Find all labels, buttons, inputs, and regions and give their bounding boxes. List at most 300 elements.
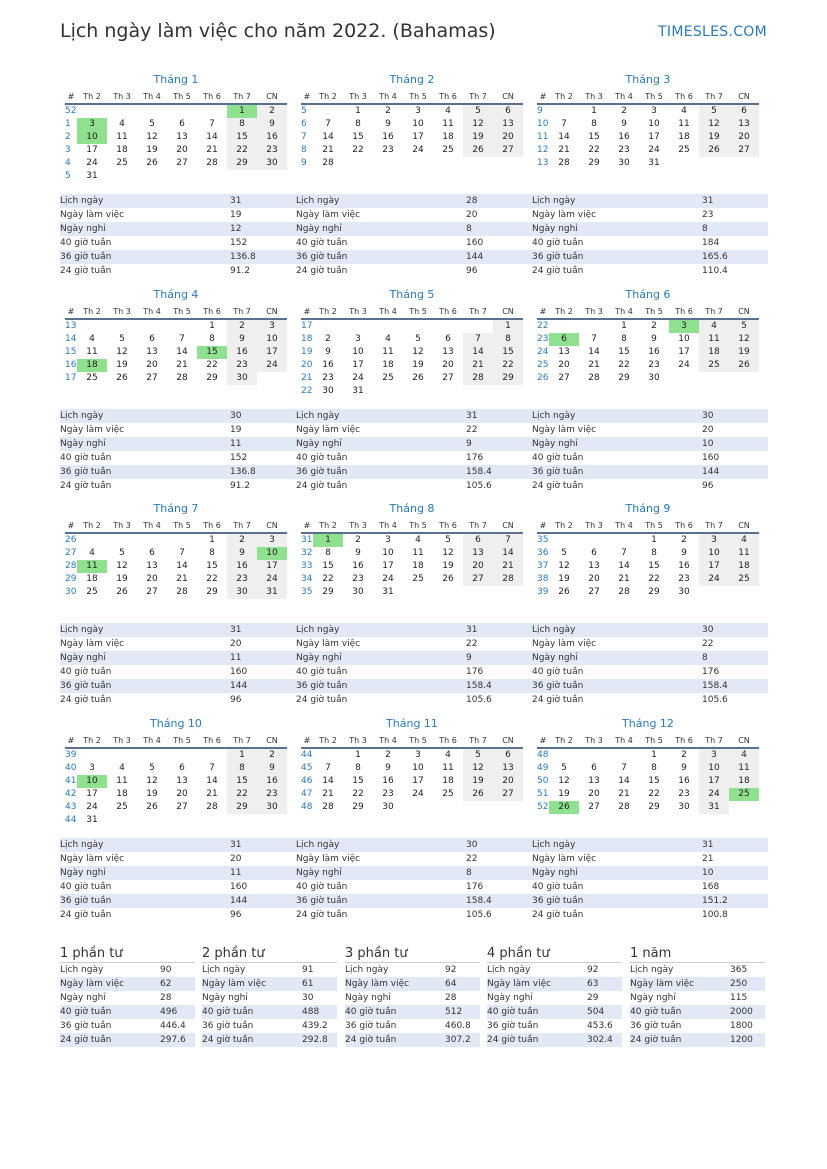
- day-cell[interactable]: 1: [209, 535, 215, 545]
- day-cell[interactable]: 9: [681, 548, 687, 558]
- day-cell[interactable]: 23: [382, 789, 394, 799]
- day-cell[interactable]: 22: [206, 360, 218, 370]
- day-cell[interactable]: 25: [116, 802, 128, 812]
- day-cell[interactable]: 2: [227, 320, 257, 333]
- day-cell[interactable]: 20: [176, 789, 188, 799]
- day-cell[interactable]: 21: [558, 145, 570, 155]
- day-cell[interactable]: 13: [176, 132, 188, 142]
- day-cell[interactable]: 30: [352, 587, 364, 597]
- day-cell[interactable]: 19: [116, 360, 128, 370]
- day-cell[interactable]: 19: [146, 789, 158, 799]
- day-cell[interactable]: 19: [558, 574, 570, 584]
- day-cell[interactable]: 28: [618, 802, 630, 812]
- day-cell[interactable]: 14: [206, 132, 218, 142]
- day-cell[interactable]: 5: [561, 548, 567, 558]
- day-cell[interactable]: 28: [322, 802, 334, 812]
- day-cell[interactable]: 8: [621, 334, 627, 344]
- day-cell[interactable]: 8: [355, 119, 361, 129]
- day-cell[interactable]: 9: [621, 119, 627, 129]
- day-cell[interactable]: 1: [651, 750, 657, 760]
- day-cell[interactable]: 29: [648, 802, 660, 812]
- day-cell[interactable]: 17: [412, 132, 424, 142]
- day-cell[interactable]: 22: [618, 360, 630, 370]
- day-cell[interactable]: 18: [699, 346, 729, 359]
- day-cell[interactable]: 12: [463, 762, 493, 775]
- day-cell[interactable]: 15: [648, 776, 660, 786]
- day-cell[interactable]: 23: [678, 789, 690, 799]
- day-cell[interactable]: 29: [618, 373, 630, 383]
- day-cell[interactable]: 9: [227, 547, 257, 560]
- day-cell[interactable]: 5: [729, 320, 759, 333]
- day-cell[interactable]: 13: [176, 776, 188, 786]
- day-cell[interactable]: 18: [442, 776, 454, 786]
- day-cell[interactable]: 14: [493, 547, 523, 560]
- day-cell[interactable]: 26: [116, 373, 128, 383]
- day-cell[interactable]: 22: [227, 144, 257, 157]
- day-cell[interactable]: 5: [561, 763, 567, 773]
- day-cell[interactable]: 1: [493, 320, 523, 333]
- day-cell[interactable]: 11: [699, 333, 729, 346]
- day-cell[interactable]: 26: [549, 801, 579, 814]
- day-cell[interactable]: 4: [729, 534, 759, 547]
- day-cell[interactable]: 31: [86, 171, 98, 181]
- day-cell[interactable]: 18: [116, 145, 128, 155]
- day-cell[interactable]: 4: [119, 763, 125, 773]
- day-cell[interactable]: 11: [382, 347, 394, 357]
- day-cell[interactable]: 20: [463, 560, 493, 573]
- day-cell[interactable]: 14: [588, 347, 600, 357]
- day-cell[interactable]: 16: [227, 346, 257, 359]
- day-cell[interactable]: 26: [412, 373, 424, 383]
- day-cell[interactable]: 21: [618, 789, 630, 799]
- day-cell[interactable]: 27: [146, 587, 158, 597]
- day-cell[interactable]: 6: [493, 749, 523, 762]
- day-cell[interactable]: 15: [197, 346, 227, 359]
- day-cell[interactable]: 17: [648, 132, 660, 142]
- day-cell[interactable]: 3: [385, 535, 391, 545]
- day-cell[interactable]: 7: [621, 548, 627, 558]
- day-cell[interactable]: 19: [146, 145, 158, 155]
- day-cell[interactable]: 29: [322, 587, 334, 597]
- day-cell[interactable]: 25: [86, 587, 98, 597]
- day-cell[interactable]: 5: [149, 763, 155, 773]
- day-cell[interactable]: 12: [116, 347, 128, 357]
- day-cell[interactable]: 25: [729, 573, 759, 586]
- day-cell[interactable]: 4: [445, 106, 451, 116]
- day-cell[interactable]: 14: [618, 561, 630, 571]
- day-cell[interactable]: 1: [651, 535, 657, 545]
- day-cell[interactable]: 15: [352, 776, 364, 786]
- day-cell[interactable]: 24: [86, 158, 98, 168]
- day-cell[interactable]: 1: [355, 750, 361, 760]
- day-cell[interactable]: 14: [322, 776, 334, 786]
- day-cell[interactable]: 9: [355, 548, 361, 558]
- day-cell[interactable]: 18: [442, 132, 454, 142]
- day-cell[interactable]: 7: [591, 334, 597, 344]
- day-cell[interactable]: 6: [463, 534, 493, 547]
- day-cell[interactable]: 18: [116, 789, 128, 799]
- day-cell[interactable]: 20: [146, 574, 158, 584]
- day-cell[interactable]: 1: [227, 749, 257, 762]
- day-cell[interactable]: 30: [227, 586, 257, 599]
- day-cell[interactable]: 25: [116, 158, 128, 168]
- day-cell[interactable]: 25: [86, 373, 98, 383]
- day-cell[interactable]: 5: [445, 535, 451, 545]
- day-cell[interactable]: 4: [415, 535, 421, 545]
- day-cell[interactable]: 30: [257, 801, 287, 814]
- day-cell[interactable]: 17: [257, 346, 287, 359]
- day-cell[interactable]: 3: [699, 749, 729, 762]
- day-cell[interactable]: 2: [355, 535, 361, 545]
- day-cell[interactable]: 17: [699, 560, 729, 573]
- day-cell[interactable]: 27: [176, 158, 188, 168]
- day-cell[interactable]: 10: [257, 547, 287, 560]
- day-cell[interactable]: 3: [415, 106, 421, 116]
- day-cell[interactable]: 17: [86, 789, 98, 799]
- day-cell[interactable]: 6: [549, 333, 579, 346]
- day-cell[interactable]: 21: [322, 145, 334, 155]
- day-cell[interactable]: 18: [77, 359, 107, 372]
- day-cell[interactable]: 2: [385, 106, 391, 116]
- day-cell[interactable]: 22: [648, 574, 660, 584]
- day-cell[interactable]: 9: [681, 763, 687, 773]
- day-cell[interactable]: 23: [648, 360, 660, 370]
- day-cell[interactable]: 18: [412, 561, 424, 571]
- day-cell[interactable]: 3: [669, 320, 699, 333]
- day-cell[interactable]: 30: [678, 587, 690, 597]
- day-cell[interactable]: 26: [699, 144, 729, 157]
- day-cell[interactable]: 30: [227, 372, 257, 385]
- day-cell[interactable]: 24: [352, 373, 364, 383]
- day-cell[interactable]: 30: [648, 373, 660, 383]
- day-cell[interactable]: 31: [382, 587, 394, 597]
- day-cell[interactable]: 28: [493, 573, 523, 586]
- day-cell[interactable]: 7: [209, 119, 215, 129]
- day-cell[interactable]: 26: [558, 587, 570, 597]
- day-cell[interactable]: 3: [651, 106, 657, 116]
- day-cell[interactable]: 30: [382, 802, 394, 812]
- day-cell[interactable]: 2: [227, 534, 257, 547]
- day-cell[interactable]: 21: [176, 360, 188, 370]
- day-cell[interactable]: 23: [227, 573, 257, 586]
- day-cell[interactable]: 22: [352, 145, 364, 155]
- day-cell[interactable]: 16: [322, 360, 334, 370]
- day-cell[interactable]: 17: [678, 347, 690, 357]
- day-cell[interactable]: 23: [352, 574, 364, 584]
- day-cell[interactable]: 14: [463, 346, 493, 359]
- day-cell[interactable]: 21: [618, 574, 630, 584]
- day-cell[interactable]: 4: [681, 106, 687, 116]
- day-cell[interactable]: 24: [412, 789, 424, 799]
- day-cell[interactable]: 11: [678, 119, 690, 129]
- day-cell[interactable]: 10: [648, 119, 660, 129]
- day-cell[interactable]: 2: [385, 750, 391, 760]
- day-cell[interactable]: 9: [227, 333, 257, 346]
- day-cell[interactable]: 22: [227, 788, 257, 801]
- day-cell[interactable]: 20: [493, 131, 523, 144]
- day-cell[interactable]: 7: [325, 763, 331, 773]
- day-cell[interactable]: 9: [385, 119, 391, 129]
- day-cell[interactable]: 27: [558, 373, 570, 383]
- day-cell[interactable]: 27: [729, 144, 759, 157]
- day-cell[interactable]: 12: [729, 333, 759, 346]
- day-cell[interactable]: 28: [206, 802, 218, 812]
- day-cell[interactable]: 10: [699, 762, 729, 775]
- day-cell[interactable]: 27: [146, 373, 158, 383]
- day-cell[interactable]: 3: [89, 763, 95, 773]
- day-cell[interactable]: 13: [442, 347, 454, 357]
- day-cell[interactable]: 19: [463, 131, 493, 144]
- day-cell[interactable]: 11: [442, 763, 454, 773]
- day-cell[interactable]: 16: [227, 560, 257, 573]
- day-cell[interactable]: 14: [176, 561, 188, 571]
- day-cell[interactable]: 13: [588, 776, 600, 786]
- day-cell[interactable]: 14: [176, 347, 188, 357]
- day-cell[interactable]: 7: [325, 119, 331, 129]
- day-cell[interactable]: 24: [86, 802, 98, 812]
- day-cell[interactable]: 1: [621, 321, 627, 331]
- day-cell[interactable]: 28: [322, 158, 334, 168]
- day-cell[interactable]: 16: [678, 776, 690, 786]
- day-cell[interactable]: 13: [729, 118, 759, 131]
- day-cell[interactable]: 28: [463, 372, 493, 385]
- day-cell[interactable]: 29: [493, 372, 523, 385]
- day-cell[interactable]: 10: [257, 333, 287, 346]
- day-cell[interactable]: 3: [699, 534, 729, 547]
- day-cell[interactable]: 7: [463, 333, 493, 346]
- day-cell[interactable]: 4: [729, 749, 759, 762]
- day-cell[interactable]: 3: [355, 334, 361, 344]
- day-cell[interactable]: 26: [442, 574, 454, 584]
- day-cell[interactable]: 1: [227, 105, 257, 118]
- day-cell[interactable]: 18: [729, 775, 759, 788]
- day-cell[interactable]: 20: [588, 574, 600, 584]
- day-cell[interactable]: 25: [382, 373, 394, 383]
- day-cell[interactable]: 26: [116, 587, 128, 597]
- day-cell[interactable]: 29: [648, 587, 660, 597]
- day-cell[interactable]: 12: [412, 347, 424, 357]
- day-cell[interactable]: 11: [729, 762, 759, 775]
- day-cell[interactable]: 10: [77, 131, 107, 144]
- day-cell[interactable]: 13: [463, 547, 493, 560]
- day-cell[interactable]: 13: [558, 347, 570, 357]
- day-cell[interactable]: 6: [493, 105, 523, 118]
- day-cell[interactable]: 9: [651, 334, 657, 344]
- day-cell[interactable]: 21: [493, 560, 523, 573]
- day-cell[interactable]: 27: [176, 802, 188, 812]
- day-cell[interactable]: 15: [227, 775, 257, 788]
- day-cell[interactable]: 8: [591, 119, 597, 129]
- day-cell[interactable]: 11: [116, 132, 128, 142]
- day-cell[interactable]: 2: [621, 106, 627, 116]
- day-cell[interactable]: 20: [442, 360, 454, 370]
- day-cell[interactable]: 1: [313, 534, 343, 547]
- day-cell[interactable]: 5: [149, 119, 155, 129]
- day-cell[interactable]: 17: [382, 561, 394, 571]
- day-cell[interactable]: 24: [699, 573, 729, 586]
- day-cell[interactable]: 26: [729, 359, 759, 372]
- day-cell[interactable]: 21: [206, 145, 218, 155]
- day-cell[interactable]: 9: [257, 762, 287, 775]
- day-cell[interactable]: 29: [206, 587, 218, 597]
- day-cell[interactable]: 22: [352, 789, 364, 799]
- day-cell[interactable]: 5: [119, 334, 125, 344]
- day-cell[interactable]: 18: [678, 132, 690, 142]
- day-cell[interactable]: 23: [678, 574, 690, 584]
- day-cell[interactable]: 30: [678, 802, 690, 812]
- day-cell[interactable]: 13: [493, 762, 523, 775]
- day-cell[interactable]: 31: [86, 815, 98, 825]
- day-cell[interactable]: 23: [382, 145, 394, 155]
- day-cell[interactable]: 11: [86, 347, 98, 357]
- day-cell[interactable]: 5: [119, 548, 125, 558]
- day-cell[interactable]: 23: [618, 145, 630, 155]
- day-cell[interactable]: 29: [206, 373, 218, 383]
- day-cell[interactable]: 31: [699, 801, 729, 814]
- day-cell[interactable]: 11: [77, 560, 107, 573]
- day-cell[interactable]: 23: [257, 788, 287, 801]
- day-cell[interactable]: 29: [227, 801, 257, 814]
- day-cell[interactable]: 28: [176, 587, 188, 597]
- day-cell[interactable]: 9: [385, 763, 391, 773]
- day-cell[interactable]: 15: [588, 132, 600, 142]
- day-cell[interactable]: 17: [699, 775, 729, 788]
- day-cell[interactable]: 12: [699, 118, 729, 131]
- day-cell[interactable]: 2: [681, 535, 687, 545]
- day-cell[interactable]: 26: [146, 158, 158, 168]
- day-cell[interactable]: 1: [591, 106, 597, 116]
- day-cell[interactable]: 12: [463, 118, 493, 131]
- day-cell[interactable]: 10: [77, 775, 107, 788]
- day-cell[interactable]: 12: [558, 776, 570, 786]
- day-cell[interactable]: 18: [86, 574, 98, 584]
- day-cell[interactable]: 21: [176, 574, 188, 584]
- day-cell[interactable]: 6: [149, 334, 155, 344]
- day-cell[interactable]: 24: [257, 573, 287, 586]
- day-cell[interactable]: 16: [382, 776, 394, 786]
- day-cell[interactable]: 30: [322, 386, 334, 396]
- day-cell[interactable]: 22: [648, 789, 660, 799]
- day-cell[interactable]: 16: [382, 132, 394, 142]
- day-cell[interactable]: 6: [729, 105, 759, 118]
- day-cell[interactable]: 13: [146, 561, 158, 571]
- day-cell[interactable]: 31: [352, 386, 364, 396]
- day-cell[interactable]: 6: [591, 763, 597, 773]
- day-cell[interactable]: 7: [179, 548, 185, 558]
- day-cell[interactable]: 6: [445, 334, 451, 344]
- day-cell[interactable]: 15: [493, 346, 523, 359]
- day-cell[interactable]: 11: [412, 548, 424, 558]
- day-cell[interactable]: 8: [209, 548, 215, 558]
- day-cell[interactable]: 5: [463, 105, 493, 118]
- day-cell[interactable]: 3: [257, 320, 287, 333]
- day-cell[interactable]: 8: [325, 548, 331, 558]
- day-cell[interactable]: 29: [227, 157, 257, 170]
- day-cell[interactable]: 10: [382, 548, 394, 558]
- day-cell[interactable]: 8: [651, 548, 657, 558]
- day-cell[interactable]: 7: [561, 119, 567, 129]
- day-cell[interactable]: 11: [442, 119, 454, 129]
- day-cell[interactable]: 15: [352, 132, 364, 142]
- day-cell[interactable]: 4: [445, 750, 451, 760]
- day-cell[interactable]: 14: [206, 776, 218, 786]
- day-cell[interactable]: 20: [588, 789, 600, 799]
- day-cell[interactable]: 31: [648, 158, 660, 168]
- day-cell[interactable]: 11: [116, 776, 128, 786]
- day-cell[interactable]: 25: [412, 574, 424, 584]
- day-cell[interactable]: 16: [352, 561, 364, 571]
- day-cell[interactable]: 30: [618, 158, 630, 168]
- day-cell[interactable]: 28: [618, 587, 630, 597]
- day-cell[interactable]: 26: [463, 144, 493, 157]
- day-cell[interactable]: 24: [257, 359, 287, 372]
- day-cell[interactable]: 29: [352, 802, 364, 812]
- day-cell[interactable]: 2: [325, 334, 331, 344]
- day-cell[interactable]: 12: [146, 776, 158, 786]
- day-cell[interactable]: 10: [678, 334, 690, 344]
- day-cell[interactable]: 13: [493, 118, 523, 131]
- day-cell[interactable]: 22: [588, 145, 600, 155]
- day-cell[interactable]: 4: [89, 334, 95, 344]
- day-cell[interactable]: 8: [209, 334, 215, 344]
- day-cell[interactable]: 18: [729, 560, 759, 573]
- day-cell[interactable]: 25: [678, 145, 690, 155]
- day-cell[interactable]: 24: [412, 145, 424, 155]
- day-cell[interactable]: 4: [699, 320, 729, 333]
- day-cell[interactable]: 5: [463, 749, 493, 762]
- day-cell[interactable]: 14: [618, 776, 630, 786]
- day-cell[interactable]: 15: [648, 561, 660, 571]
- day-cell[interactable]: 4: [119, 119, 125, 129]
- day-cell[interactable]: 22: [206, 574, 218, 584]
- day-cell[interactable]: 17: [86, 145, 98, 155]
- day-cell[interactable]: 19: [442, 561, 454, 571]
- day-cell[interactable]: 14: [322, 132, 334, 142]
- day-cell[interactable]: 26: [463, 788, 493, 801]
- day-cell[interactable]: 24: [382, 574, 394, 584]
- day-cell[interactable]: 5: [699, 105, 729, 118]
- day-cell[interactable]: 16: [618, 132, 630, 142]
- day-cell[interactable]: 8: [227, 118, 257, 131]
- day-cell[interactable]: 20: [146, 360, 158, 370]
- day-cell[interactable]: 19: [463, 775, 493, 788]
- day-cell[interactable]: 21: [588, 360, 600, 370]
- day-cell[interactable]: 20: [729, 131, 759, 144]
- day-cell[interactable]: 17: [352, 360, 364, 370]
- day-cell[interactable]: 4: [89, 548, 95, 558]
- day-cell[interactable]: 9: [325, 347, 331, 357]
- day-cell[interactable]: 14: [558, 132, 570, 142]
- day-cell[interactable]: 25: [442, 145, 454, 155]
- day-cell[interactable]: 8: [493, 333, 523, 346]
- day-cell[interactable]: 12: [442, 548, 454, 558]
- day-cell[interactable]: 13: [146, 347, 158, 357]
- day-cell[interactable]: 10: [352, 347, 364, 357]
- day-cell[interactable]: 2: [681, 750, 687, 760]
- day-cell[interactable]: 4: [385, 334, 391, 344]
- day-cell[interactable]: 3: [257, 534, 287, 547]
- day-cell[interactable]: 7: [209, 763, 215, 773]
- day-cell[interactable]: 15: [206, 561, 218, 571]
- day-cell[interactable]: 23: [257, 144, 287, 157]
- day-cell[interactable]: 20: [176, 145, 188, 155]
- day-cell[interactable]: 8: [651, 763, 657, 773]
- day-cell[interactable]: 22: [493, 359, 523, 372]
- day-cell[interactable]: 16: [678, 561, 690, 571]
- day-cell[interactable]: 7: [493, 534, 523, 547]
- day-cell[interactable]: 21: [206, 789, 218, 799]
- day-cell[interactable]: 13: [588, 561, 600, 571]
